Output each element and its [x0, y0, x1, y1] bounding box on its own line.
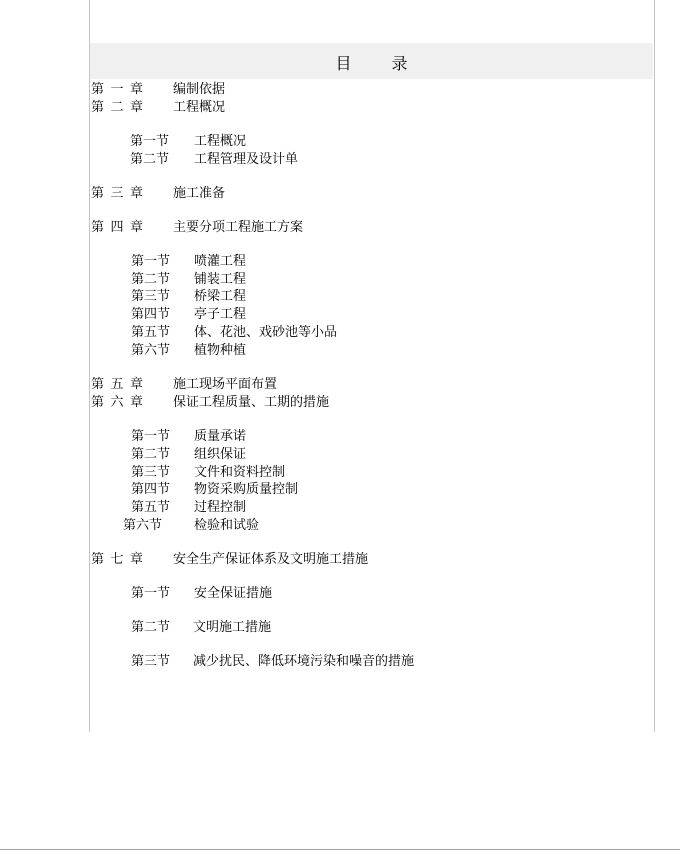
chapter-number: 第四章 — [91, 220, 150, 235]
section-title: 文件和资料控制 — [194, 465, 286, 480]
section-title: 植物种植 — [194, 343, 247, 358]
section-title: 过程控制 — [194, 500, 247, 515]
section-number: 第五节 — [131, 500, 171, 515]
section-number: 第三节 — [131, 465, 171, 480]
section-title: 桥梁工程 — [194, 289, 247, 304]
section-number: 第四节 — [131, 307, 171, 322]
section-title: 亭子工程 — [194, 307, 247, 322]
section-title: 铺装工程 — [194, 272, 247, 287]
toc-title: 目录 — [335, 54, 448, 73]
chapter-title: 主要分项工程施工方案 — [173, 220, 304, 235]
section-number: 第二节 — [130, 152, 170, 167]
chapter-title: 施工准备 — [173, 186, 226, 201]
chapter-title: 安全生产保证体系及文明施工措施 — [173, 552, 369, 567]
section-title: 组织保证 — [194, 447, 247, 462]
chapter-number: 第三章 — [91, 186, 150, 201]
section-title: 物资采购质量控制 — [194, 482, 299, 497]
chapter-title: 保证工程质量、工期的措施 — [173, 395, 330, 410]
section-number: 第六节 — [123, 518, 163, 533]
section-title: 工程概况 — [194, 134, 247, 149]
chapter-title: 工程概况 — [173, 100, 226, 115]
chapter-number: 第一章 — [91, 82, 150, 97]
toc-title-bar — [90, 43, 653, 79]
section-number: 第五节 — [131, 325, 171, 340]
section-number: 第三节 — [131, 654, 171, 669]
section-number: 第一节 — [130, 134, 170, 149]
chapter-number: 第七章 — [91, 552, 150, 567]
section-number: 第二节 — [131, 272, 171, 287]
section-number: 第二节 — [131, 620, 171, 635]
section-title: 喷灌工程 — [194, 254, 247, 269]
section-title: 工程管理及设计单 — [194, 152, 299, 167]
chapter-number: 第六章 — [91, 395, 150, 410]
section-title: 安全保证措施 — [194, 586, 273, 601]
chapter-number: 第五章 — [91, 377, 150, 392]
section-number: 第一节 — [131, 586, 171, 601]
section-number: 第一节 — [131, 429, 171, 444]
section-number: 第一节 — [131, 254, 171, 269]
section-title: 文明施工措施 — [193, 620, 272, 635]
chapter-title: 施工现场平面布置 — [173, 377, 278, 392]
section-title: 体、花池、戏砂池等小品 — [194, 325, 338, 340]
section-title: 减少扰民、降低环境污染和噪音的措施 — [193, 654, 415, 669]
section-number: 第四节 — [131, 482, 171, 497]
section-title: 检验和试验 — [194, 518, 260, 533]
chapter-title: 编制依据 — [173, 82, 226, 97]
section-number: 第二节 — [131, 447, 171, 462]
section-number: 第六节 — [131, 343, 171, 358]
section-number: 第三节 — [131, 289, 171, 304]
chapter-number: 第二章 — [91, 100, 150, 115]
section-title: 质量承诺 — [194, 429, 247, 444]
